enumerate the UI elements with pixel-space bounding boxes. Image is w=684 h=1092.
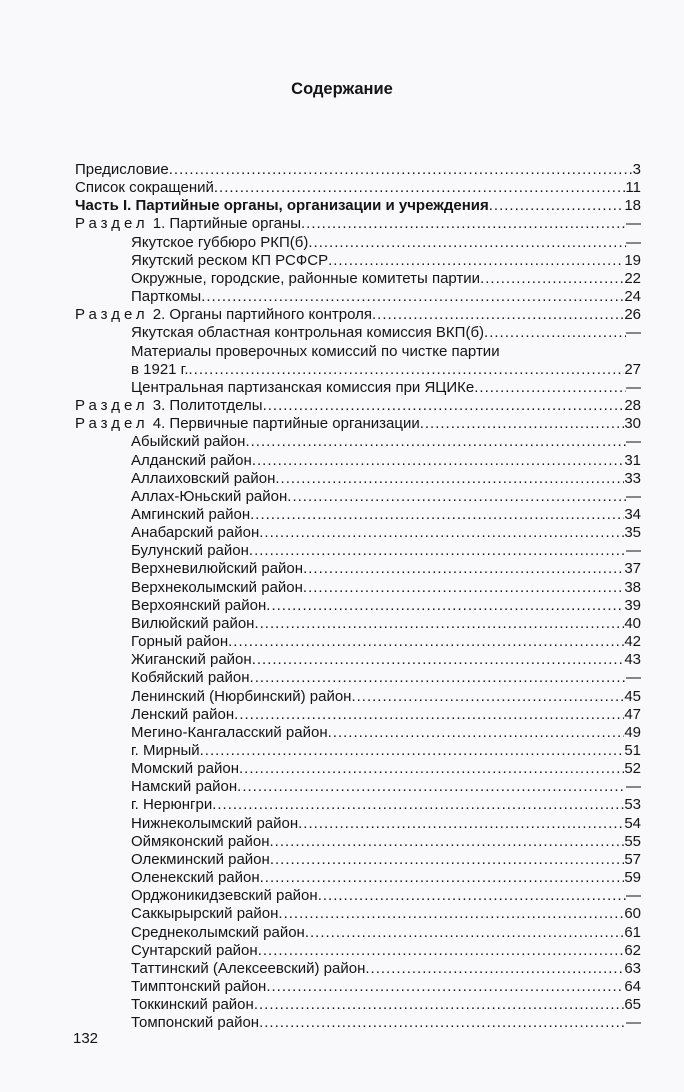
toc-entry-text: в 1921 г. [131,360,189,378]
toc-entry-title [131,470,275,488]
toc-entry-page: 64 [624,978,641,996]
toc-entry-page: — [626,542,641,560]
toc-entry-title [131,252,328,270]
dot-leader [254,996,625,1014]
toc-entry [75,742,641,760]
toc-entry-title [75,397,263,415]
dot-leader [252,651,625,669]
toc-entry [75,615,641,633]
toc-entry-page: — [626,233,641,251]
toc-entry [75,179,641,197]
toc-entry-title [131,905,278,923]
toc-entry-text: Парткомы [131,288,202,306]
toc-entry-page: 34 [624,505,641,523]
dot-leader [305,924,624,942]
dot-leader [212,796,624,814]
toc-entry [75,542,641,560]
toc-entry [75,869,641,887]
toc-entry-page: 63 [624,959,641,977]
toc-entry-page: 24 [624,288,641,306]
dot-leader [287,488,626,506]
toc-entry-page: 47 [624,705,641,723]
toc-entry-title [131,778,237,796]
dot-leader [308,234,626,252]
page-title: Содержание [291,80,393,98]
toc-entry-page: 61 [624,923,641,941]
toc-entry [75,579,641,597]
toc-entry-title [75,215,301,233]
toc-entry-text: 3. Политотделы [148,397,263,415]
toc-entry-page: 30 [624,415,641,433]
toc-entry-page: 43 [624,651,641,669]
toc-entry-page: 33 [624,469,641,487]
toc-entry-text: Список сокращений [75,179,214,197]
toc-entry-text: Оленекский район [131,869,260,887]
toc-entry-text: 4. Первичные партийные организации [148,415,420,433]
toc-entry-text: Ленинский (Нюрбинский) район [131,687,352,705]
toc-entry-page: 27 [624,360,641,378]
toc-entry [75,379,641,397]
toc-entry-page: 57 [624,850,641,868]
section-prefix: Раздел [75,397,149,415]
toc-entry [75,833,641,851]
dot-leader [489,197,625,215]
dot-leader [278,905,624,923]
toc-entry-title [131,324,484,342]
dot-leader [263,397,625,415]
toc-entry-title [131,724,328,742]
toc-entry-title [131,361,188,379]
toc-entry [75,778,641,796]
toc-entry [75,597,641,615]
toc-entry-page: 59 [624,869,641,887]
toc-entry-text: Ленский район [131,705,235,723]
toc-entry-page: 42 [624,633,641,651]
toc-entry-page: 45 [624,687,641,705]
dot-leader [258,942,625,960]
toc-entry-text: Якутское губбюро РКП(б) [131,233,309,251]
toc-entry [75,960,641,978]
toc-entry [75,633,641,651]
section-prefix: Раздел [75,415,149,433]
toc-entry-title [75,179,214,197]
dot-leader [372,306,624,324]
toc-entry-title [131,234,308,252]
toc-entry-text: Жиганский район [131,651,252,669]
dot-leader [328,252,624,270]
toc-entry-text: Томпонский район [131,1014,260,1032]
toc-entry-text: г. Нерюнгри [131,796,213,814]
dot-leader [266,978,624,996]
toc-entry-text: Часть I. Партийные органы, организации и учреждения [75,197,489,215]
toc-entry-text: Булунский район [131,542,249,560]
toc-entry-page: 49 [624,723,641,741]
toc-entry-title [131,452,252,470]
dot-leader [301,215,626,233]
dot-leader [237,778,626,796]
toc-entry-page: 60 [624,905,641,923]
toc-entry-title [131,579,303,597]
toc-entry [75,887,641,905]
dot-leader [318,887,626,905]
toc-entry-page: 11 [625,179,641,197]
toc-entry-title [131,560,303,578]
toc-entry-text: Олекминский район [131,850,270,868]
toc-entry [75,488,641,506]
toc-entry-text: 1. Партийные органы [148,215,301,233]
toc-entry [75,942,641,960]
dot-leader [188,361,624,379]
toc-entry-text: Орджоникидзевский район [131,887,318,905]
toc-entry [75,506,641,524]
toc-entry-text: Верхнеколымский район [131,578,303,596]
toc-entry [75,796,641,814]
dot-leader [480,270,624,288]
toc-entry-title [131,633,228,651]
toc-entry-text: Намский район [131,778,238,796]
toc-entry-text: Тимптонский район [131,978,267,996]
toc-entry [75,252,641,270]
toc-entry-page: 65 [624,996,641,1014]
toc-entry [75,433,641,451]
toc-entry-title [75,306,372,324]
toc-entry [75,978,641,996]
toc-entry-text: Алданский район [131,451,252,469]
dot-leader [298,815,624,833]
toc-entry-title [131,978,266,996]
toc-entry-page: — [626,487,641,505]
toc-entry-text: Мегино-Кангаласский район [131,723,328,741]
toc-entry-title: Материалы проверочных комиссий по чистке партии [131,342,500,360]
table-of-contents [75,161,641,1033]
toc-entry-title [131,379,474,397]
toc-entry-page: 39 [624,596,641,614]
dot-leader [303,579,624,597]
dot-leader [270,851,625,869]
toc-entry-title [131,651,252,669]
dot-leader [328,724,625,742]
toc-entry [75,1014,641,1032]
toc-entry-text: Оймяконский район [131,832,270,850]
toc-entry [75,324,641,342]
toc-entry [75,706,641,724]
toc-entry-page: 18 [624,197,641,215]
toc-entry-page: — [626,324,641,342]
toc-entry-text: Предисловие [75,161,169,178]
toc-entry-page: — [626,1014,641,1032]
toc-entry-title [131,924,305,942]
toc-entry [75,905,641,923]
toc-entry-text: Токкинский район [131,996,254,1014]
toc-entry [75,851,641,869]
toc-entry [75,669,641,687]
toc-entry-page: 53 [624,796,641,814]
toc-entry-title [131,288,201,306]
toc-entry-page: — [626,669,641,687]
toc-entry [75,215,641,233]
toc-entry [75,470,641,488]
dot-leader [249,542,626,560]
dot-leader [275,470,624,488]
dot-leader [303,560,624,578]
toc-entry-title [131,706,234,724]
section-prefix: Раздел [75,215,149,233]
toc-entry-text: Окружные, городские, районные комитеты партии [131,269,481,287]
toc-entry-text: Анабарский район [131,524,260,542]
dot-leader [200,742,625,760]
toc-entry-page: — [626,378,641,396]
dot-leader [214,179,626,197]
toc-entry-page: — [626,887,641,905]
toc-entry [75,524,641,542]
toc-entry-title [75,415,420,433]
toc-entry-title [131,1014,259,1032]
toc-entry [75,688,641,706]
toc-entry [75,361,641,379]
toc-entry-text: Сунтарский район [131,941,258,959]
toc-entry-page: 51 [624,742,641,759]
toc-entry-text: 2. Органы партийного контроля [148,306,372,324]
toc-entry-title [131,760,239,778]
toc-entry-title [131,796,212,814]
toc-entry-title [131,506,250,524]
toc-entry-title [131,688,351,706]
toc-entry-page: — [626,215,641,233]
dot-leader [260,869,625,887]
dot-leader [351,688,624,706]
toc-entry-title [131,542,249,560]
dot-leader [245,433,626,451]
page-number: 132 [73,1030,99,1047]
toc-entry [75,924,641,942]
toc-entry-page: 22 [624,269,641,287]
toc-entry-page: 40 [624,614,641,632]
toc-entry-page: 31 [624,451,641,469]
toc-entry-text: Нижнеколымский район [131,814,299,832]
toc-entry-text: Кобяйский район [131,669,250,687]
toc-entry-title [131,851,270,869]
toc-entry [75,234,641,252]
dot-leader [252,452,624,470]
toc-entry-title [131,960,365,978]
toc-entry-title [131,669,250,687]
toc-entry-title [75,197,489,215]
toc-entry-title [131,996,254,1014]
toc-entry-title [131,615,254,633]
dot-leader [250,506,624,524]
dot-leader [239,760,624,778]
toc-entry-line [75,343,641,361]
toc-entry-text: г. Мирный [131,742,200,759]
toc-entry [75,397,641,415]
toc-entry-page: 35 [624,524,641,542]
toc-entry [75,306,641,324]
dot-leader [270,833,625,851]
dot-leader [234,706,624,724]
toc-entry [75,815,641,833]
toc-entry-title [131,597,266,615]
toc-entry-text: Момский район [131,760,239,778]
toc-entry-text: Амгинский район [131,505,251,523]
toc-entry-title [131,815,298,833]
toc-entry-page: 19 [624,251,641,269]
toc-entry-page: 62 [624,941,641,959]
toc-entry [75,651,641,669]
toc-entry [75,270,641,288]
toc-entry-page: 54 [624,814,641,832]
toc-entry-text: Якутская областная контрольная комиссия ВКП(б) [131,324,485,342]
toc-entry [75,161,641,179]
dot-leader [420,415,625,433]
toc-entry [75,197,641,215]
toc-entry-text: Центральная партизанская комиссия при ЯЦИКе [131,378,475,396]
toc-entry-text: Вилюйский район [131,614,255,632]
toc-entry-page: 52 [624,760,641,778]
dot-leader [228,633,624,651]
toc-entry-page: — [626,778,641,796]
toc-entry-text: Таттинский (Алексеевский) район [131,959,366,977]
toc-entry-title [131,869,260,887]
dot-leader [365,960,624,978]
toc-entry-title [131,433,245,451]
toc-entry-title [75,161,169,179]
dot-leader [250,669,626,687]
toc-entry [75,415,641,433]
toc-entry-text: Якутский реском КП РСФСР [131,251,329,269]
toc-entry-text: Верхоянский район [131,596,267,614]
toc-entry-title [131,742,200,760]
toc-entry-page: 3 [632,161,641,178]
toc-entry-page: 28 [624,397,641,415]
toc-entry-page: 38 [624,578,641,596]
toc-entry-title [131,270,480,288]
toc-entry-text: Горный район [131,633,229,651]
dot-leader [254,615,624,633]
toc-entry-page: 55 [624,832,641,850]
dot-leader [201,288,624,306]
toc-entry-text: Абыйский район [131,433,246,451]
toc-entry-text: Среднеколымский район [131,923,305,941]
dot-leader [266,597,624,615]
toc-entry-page: — [626,433,641,451]
toc-entry [75,560,641,578]
toc-entry-title [131,887,318,905]
toc-entry [75,452,641,470]
toc-entry-title [131,942,258,960]
toc-entry-page: 26 [624,306,641,324]
toc-entry-text: Аллаиховский район [131,469,276,487]
toc-entry-text: Верхневилюйский район [131,560,304,578]
toc-entry [75,288,641,306]
dot-leader [474,379,626,397]
dot-leader [259,524,624,542]
dot-leader [484,324,626,342]
section-prefix: Раздел [75,306,149,324]
toc-entry-title [131,488,287,506]
dot-leader [169,161,633,179]
toc-entry-page: 37 [624,560,641,578]
toc-entry-text: Саккырырский район [131,905,279,923]
toc-entry [75,996,641,1014]
toc-entry [75,760,641,778]
toc-entry-title [131,833,270,851]
toc-entry-title [131,524,259,542]
toc-entry-text: Аллах-Юньский район [131,487,288,505]
toc-entry [75,724,641,742]
dot-leader [259,1014,626,1032]
